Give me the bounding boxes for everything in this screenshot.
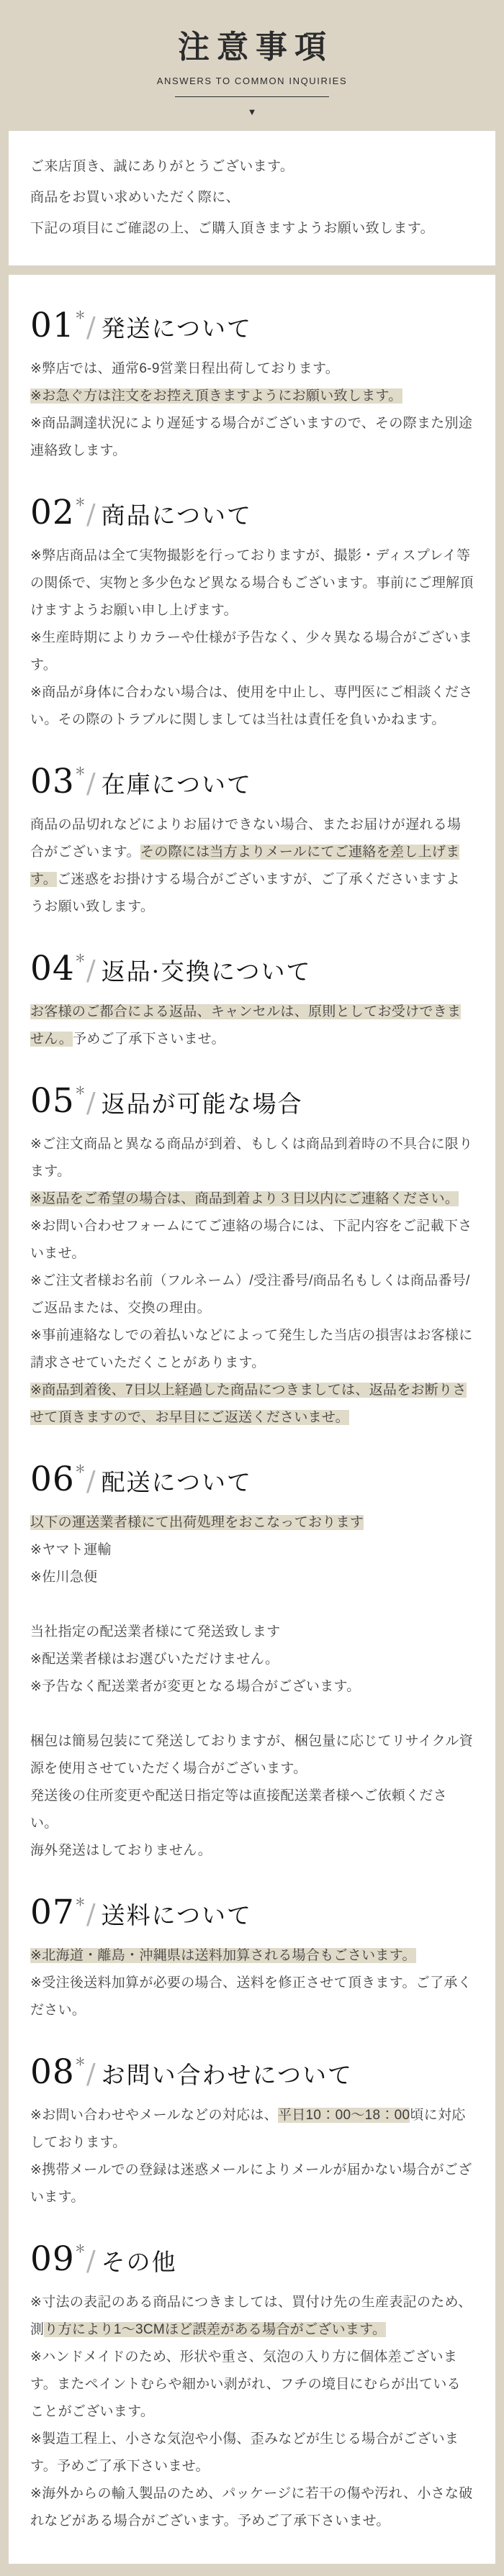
text-run: 商品の品切れなどによりお届けできない場合、またお届けが遅れる場合がございます。 — [30, 816, 462, 860]
slash-divider: / — [86, 2245, 96, 2277]
section-title: 返品が可能な場合 — [101, 1089, 303, 1118]
text-run: ※事前連絡なしでの着払いなどによって発生した当店の損害はお客様に請求させていただくことがあります。 — [30, 1328, 473, 1371]
asterisk-icon: ＊ — [74, 495, 86, 509]
asterisk-icon: ＊ — [74, 764, 86, 778]
section-paragraph — [30, 998, 474, 1053]
asterisk-icon: ＊ — [74, 1083, 86, 1097]
section-paragraph — [30, 2480, 474, 2535]
notice-section — [30, 1893, 474, 2024]
highlighted-text: 以下の運送業者様にて出荷処理をおこなっております — [30, 1515, 364, 1531]
text-run: ※製造工程上、小さな気泡や小傷、歪みなどが生じる場合がございます。予めご了承下さいませ。 — [30, 2431, 459, 2475]
text-run: 海外発送はしておりません。 — [30, 1843, 212, 1859]
page-title: 注意事項 — [178, 29, 333, 65]
highlighted-text: り方により1～3CMほど誤差がある場合がございます。 — [44, 2322, 387, 2338]
intro-line: ご来店頂き、誠にありがとうございます。 — [30, 158, 294, 174]
section-heading — [30, 493, 474, 532]
notice-card — [9, 275, 495, 2564]
highlighted-text: ※お急ぐ方は注文をお控え頂きますようにお願い致します。 — [30, 388, 402, 404]
notice-section — [30, 2240, 474, 2535]
header-divider — [175, 96, 329, 97]
highlighted-text: ※商品到着後、7日以上経過した商品につきましては、返品をお断りさせて頂きますので、お早目にご返送くださいませ。 — [30, 1383, 467, 1426]
section-number: 09 — [30, 2239, 75, 2280]
section-number: 05 — [30, 1080, 75, 1121]
text-run: ※ハンドメイドのため、形状や重さ、気泡の入り方に個体差ございます。またペイントむらや細かい剥がれ、フチの境目にむらが出ていることがございます。 — [30, 2349, 461, 2420]
page-subtitle: ANSWERS TO COMMON INQUIRIES — [156, 75, 348, 86]
text-run: ※生産時期によりカラーや仕様が予告なく、少々異なる場合がございます。 — [30, 629, 473, 673]
intro-line: 下記の項目にご確認の上、ご購入頂きますようお願い致します。 — [30, 220, 435, 236]
section-title: 発送について — [101, 314, 252, 342]
section-number: 02 — [30, 492, 75, 532]
section-number: 01 — [30, 305, 75, 345]
section-number: 07 — [30, 1893, 75, 1933]
notice-section — [30, 306, 474, 465]
text-run: ※予告なく配送業者が変更となる場合がございます。 — [30, 1679, 361, 1695]
notice-section — [30, 763, 474, 921]
slash-divider: / — [86, 498, 96, 530]
section-number: 03 — [30, 761, 75, 801]
section-title: お問い合わせについて — [101, 2061, 353, 2090]
section-paragraph — [30, 2102, 474, 2157]
slash-divider: / — [86, 767, 96, 799]
section-paragraph — [30, 2426, 474, 2480]
paragraph-spacer — [30, 1591, 474, 1619]
slash-divider: / — [86, 311, 96, 343]
asterisk-icon: ＊ — [74, 308, 86, 322]
section-paragraph — [30, 410, 474, 465]
text-run: 梱包は簡易包装にて発送しておりますが、梱包量に応じてリサイクル資源を使用させていただく場合がございます。 — [30, 1734, 473, 1777]
section-heading — [30, 1893, 474, 1932]
intro-text — [30, 151, 474, 244]
highlighted-text: ※北海道・離島・沖縄県は送料加算される場合もごさいます。 — [30, 1948, 416, 1964]
asterisk-icon: ＊ — [74, 2242, 86, 2256]
section-heading — [30, 1082, 474, 1121]
highlighted-text: 平日10：00～18：00 — [277, 2108, 410, 2124]
section-heading — [30, 2053, 474, 2092]
asterisk-icon: ＊ — [74, 2055, 86, 2069]
slash-divider: / — [86, 2058, 96, 2090]
text-run: 予めご了承下さいませ。 — [73, 1031, 225, 1047]
section-paragraph — [30, 811, 474, 921]
triangle-down-icon: ▼ — [247, 106, 257, 117]
text-run: ※受注後送料加算が必要の場合、送料を修正させて頂きます。ご了承ください。 — [30, 1975, 472, 2019]
text-run: ※配送業者様はお選びいただけません。 — [30, 1652, 279, 1667]
section-title: 配送について — [101, 1468, 252, 1497]
slash-divider: / — [86, 1898, 96, 1931]
section-title: 商品について — [101, 501, 252, 529]
text-run: ※佐川急便 — [30, 1570, 98, 1585]
section-title: 在庫について — [101, 770, 252, 798]
section-paragraph — [30, 1673, 474, 1701]
section-paragraph — [30, 1783, 474, 1837]
section-paragraph — [30, 542, 474, 624]
section-paragraph — [30, 355, 474, 383]
text-run: 当社指定の配送業者様にて発送致します — [30, 1624, 281, 1640]
highlighted-text: ※返品をご希望の場合は、商品到着より３日以内にご連絡ください。 — [30, 1191, 459, 1207]
notice-sections — [30, 306, 474, 2535]
section-paragraph — [30, 2157, 474, 2211]
text-run: ※お問い合わせフォームにてご連絡の場合には、下記内容をご記載下さいませ。 — [30, 1219, 472, 1262]
asterisk-icon: ＊ — [74, 1462, 86, 1476]
text-run: 発送後の住所変更や配送日指定等は直接配送業者様へご依頼ください。 — [30, 1788, 448, 1831]
text-run: ※弊店では、通常6-9営業日程出荷しております。 — [30, 360, 340, 376]
section-heading — [30, 2240, 474, 2279]
text-run: ※携帯メールでの登録は迷惑メールによりメールが届かない場合がございます。 — [30, 2162, 472, 2206]
text-run: ※商品調達状況により遅延する場合がございますので、その際また別途連絡致します。 — [30, 415, 473, 458]
highlighted-text: お客様のご都合による返品、キャンセルは、原則としてお受けできません。 — [30, 1003, 462, 1047]
highlighted-text: その際には当方よりメールにてご連絡を差し上げます。 — [30, 844, 460, 887]
section-number: 04 — [30, 948, 75, 988]
asterisk-icon: ＊ — [74, 1895, 86, 1909]
section-paragraph — [30, 1619, 474, 1646]
section-paragraph — [30, 2289, 474, 2344]
section-paragraph — [30, 1970, 474, 2024]
intro-card — [9, 131, 495, 265]
section-paragraph — [30, 2344, 474, 2426]
section-number: 08 — [30, 2052, 75, 2093]
notice-section — [30, 1460, 474, 1865]
section-paragraph — [30, 1509, 474, 1537]
notice-section — [30, 2053, 474, 2211]
section-paragraph — [30, 1942, 474, 1970]
text-run: ※お問い合わせやメールなどの対応は、 — [30, 2108, 278, 2124]
section-paragraph — [30, 1564, 474, 1591]
section-paragraph — [30, 1213, 474, 1267]
section-paragraph — [30, 1185, 474, 1213]
slash-divider: / — [86, 1086, 96, 1119]
section-paragraph — [30, 383, 474, 410]
section-paragraph — [30, 1537, 474, 1564]
slash-divider: / — [86, 1465, 96, 1498]
text-run: 頃に対応しております。 — [30, 2108, 466, 2151]
notice-section — [30, 950, 474, 1053]
slash-divider: / — [86, 954, 96, 986]
text-run: ※ヤマト運輸 — [30, 1542, 112, 1558]
section-paragraph — [30, 1322, 474, 1377]
paragraph-spacer — [30, 1701, 474, 1728]
text-run: ※ご注文者様お名前（フルネーム）/受注番号/商品名もしくは商品番号/ご返品または、交換の理由。 — [30, 1273, 470, 1316]
section-paragraph — [30, 624, 474, 679]
section-paragraph — [30, 1728, 474, 1783]
section-number: 06 — [30, 1460, 75, 1500]
section-heading — [30, 1460, 474, 1499]
text-run: ご迷惑をお掛けする場合がございますが、ご了承くださいますようお願い致します。 — [30, 871, 460, 914]
intro-line: 商品をお買い求めいただく際に、 — [30, 189, 240, 205]
section-paragraph — [30, 1267, 474, 1322]
section-heading — [30, 763, 474, 801]
section-paragraph — [30, 1377, 474, 1432]
text-run: ※ご注文商品と異なる商品が到着、もしくは商品到着時の不具合に限ります。 — [30, 1137, 473, 1180]
text-run: ※弊店商品は全て実物撮影を行っておりますが、撮影・ディスプレイ等の関係で、実物と多少色など異なる場合もございます。事前にご理解頂けますようお願い申し上げます。 — [30, 547, 474, 618]
text-run: ※寸法の表記のある商品につきましては、買付け先の生産表記のため、測 — [30, 2295, 472, 2338]
section-paragraph — [30, 1837, 474, 1865]
section-title: 送料について — [101, 1901, 252, 1930]
section-paragraph — [30, 1131, 474, 1185]
page-header — [0, 0, 504, 131]
notice-section — [30, 493, 474, 734]
section-paragraph — [30, 679, 474, 734]
asterisk-icon: ＊ — [74, 951, 86, 965]
section-title: その他 — [101, 2248, 177, 2277]
section-heading — [30, 950, 474, 988]
notice-section — [30, 1082, 474, 1432]
section-heading — [30, 306, 474, 345]
section-paragraph — [30, 1646, 474, 1673]
text-run: ※海外からの輸入製品のため、パッケージに若干の傷や汚れ、小さな破れなどがある場合がございます。予めご了承下さいませ。 — [30, 2486, 473, 2529]
section-title: 返品·交換について — [101, 957, 312, 986]
text-run: ※商品が身体に合わない場合は、使用を中止し、専門医にご相談ください。その際のトラブルに関しましては当社は責任を負いかねます。 — [30, 684, 473, 727]
